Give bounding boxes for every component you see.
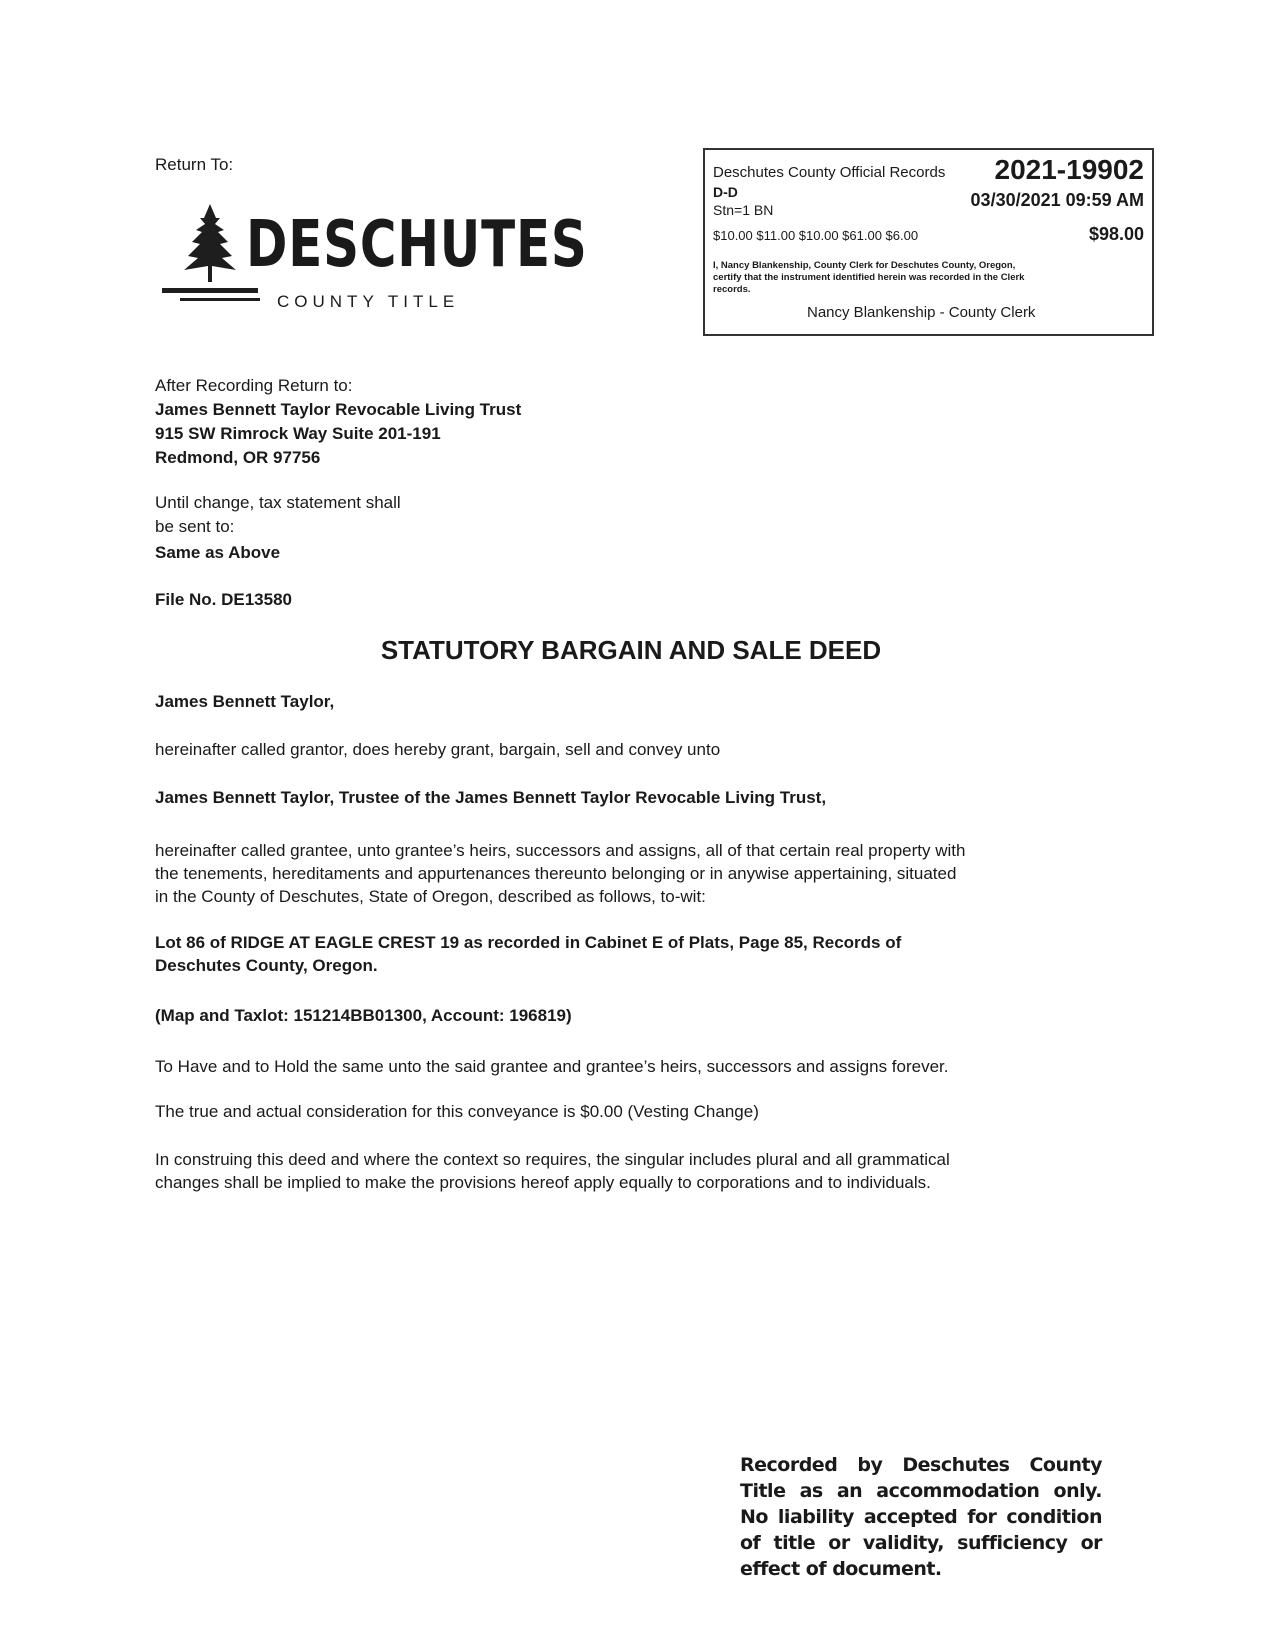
grantor-name: James Bennett Taylor, (155, 692, 335, 711)
station: Stn=1 BN (713, 202, 774, 218)
logo-subtitle: COUNTY TITLE (277, 292, 460, 311)
after-recording-label: After Recording Return to: (155, 376, 353, 395)
recording-stamp-box (703, 148, 1154, 336)
file-number: File No. DE13580 (155, 590, 293, 609)
return-address-city: Redmond, OR 97756 (155, 448, 321, 467)
logo-wordmark: DESCHUTES (246, 208, 588, 282)
construing-clause-line: changes shall be implied to make the provisions hereof apply equally to corporations and to individuals. (155, 1173, 931, 1192)
tax-statement-label: be sent to: (155, 517, 235, 536)
recording-datetime: 03/30/2021 09:59 AM (970, 190, 1144, 210)
grantee-name: James Bennett Taylor, Trustee of the James Bennett Taylor Revocable Living Trust, (155, 788, 827, 807)
grantor-clause: hereinafter called grantor, does hereby grant, bargain, sell and convey unto (155, 740, 721, 759)
records-office: Deschutes County Official Records (713, 164, 946, 181)
consideration-clause: The true and actual consideration for this conveyance is $0.00 (Vesting Change) (155, 1102, 759, 1121)
grantee-clause-line: hereinafter called grantee, unto grantee’s heirs, successors and assigns, all of that certain real property with (155, 841, 966, 860)
clerk-certification-line: I, Nancy Blankenship, County Clerk for Deschutes County, Oregon, (713, 260, 1016, 271)
return-address-street: 915 SW Rimrock Way Suite 201-191 (155, 424, 441, 443)
legal-description-line: Lot 86 of RIDGE AT EAGLE CREST 19 as recorded in Cabinet E of Plats, Page 85, Records of (155, 933, 902, 952)
clerk-certification-line: certify that the instrument identified herein was recorded in the Clerk (713, 272, 1025, 283)
recording-total: $98.00 (1088, 224, 1144, 244)
construing-clause-line: In construing this deed and where the context so requires, the singular includes plural and all grammatical (155, 1150, 950, 1169)
grantee-clause-line: in the County of Deschutes, State of Oregon, described as follows, to-wit: (155, 887, 706, 906)
map-taxlot: (Map and Taxlot: 151214BB01300, Account: 196819) (155, 1006, 572, 1025)
deed-title: STATUTORY BARGAIN AND SALE DEED (380, 635, 882, 665)
return-address-name: James Bennett Taylor Revocable Living Trust (155, 400, 522, 419)
clerk-name: Nancy Blankenship - County Clerk (807, 304, 1036, 321)
accommodation-stamp: Recorded by Deschutes County Title as an accommodation only. No liability accepted for condition of title or validity, sufficiency or effect of document. (740, 1454, 1102, 1580)
return-to-label: Return To: (155, 155, 234, 174)
document-type: D-D (713, 184, 738, 200)
clerk-certification-line: records. (713, 284, 751, 295)
legal-description-line: Deschutes County, Oregon. (155, 956, 378, 975)
recording-fees: $10.00 $11.00 $10.00 $61.00 $6.00 (713, 228, 919, 243)
tree-icon (160, 200, 260, 310)
tax-statement-label: Until change, tax statement shall (155, 493, 401, 512)
tax-statement-address: Same as Above (155, 543, 281, 562)
recording-number: 2021-19902 (994, 154, 1144, 185)
habendum-clause: To Have and to Hold the same unto the said grantee and grantee’s heirs, successors and assigns forever. (155, 1057, 949, 1076)
grantee-clause-line: the tenements, hereditaments and appurtenances thereunto belonging or in anywise appertaining, situated (155, 864, 957, 883)
